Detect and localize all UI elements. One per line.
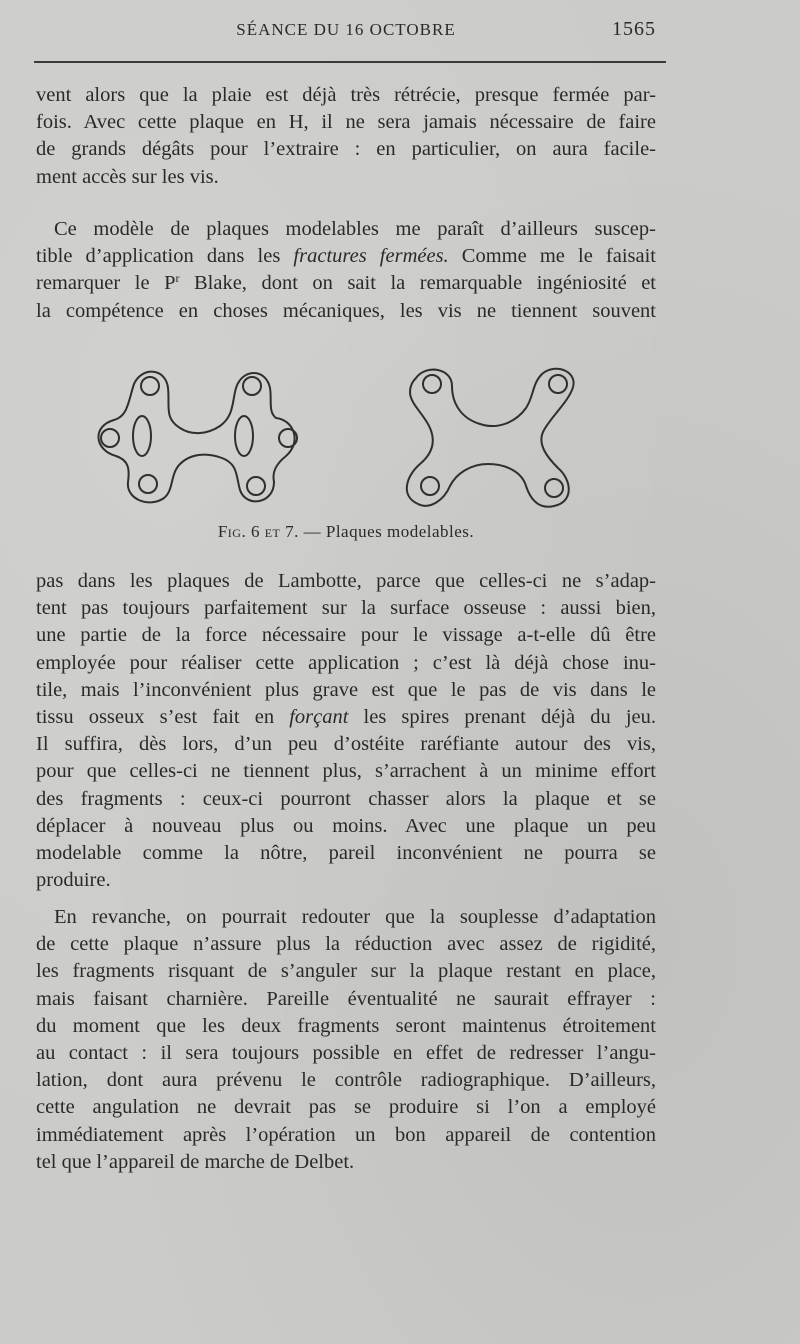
- text-line: tel que l’appareil de marche de Delbet.: [36, 1150, 355, 1173]
- text-line: pour que celles-ci ne tiennent plus, s’arrachent à un minime effort: [36, 760, 656, 783]
- screw-hole: [101, 429, 119, 447]
- text-line: la compétence en choses mécaniques, les vis ne tiennent souvent: [36, 299, 656, 322]
- header-rule: [34, 61, 666, 63]
- page-number: 1565: [612, 18, 656, 40]
- text-line: mais faisant charnière. Pareille éventualité ne saurait effrayer :: [36, 987, 656, 1010]
- text-line: Ce modèle de plaques modelables me paraît d’ailleurs suscep-: [54, 218, 656, 240]
- text-line: fois. Avec cette plaque en H, il ne sera jamais nécessaire de faire: [36, 111, 656, 134]
- text-line: modelable comme la nôtre, pareil inconvénient ne pourra se: [36, 841, 656, 864]
- figure-plates: [80, 360, 580, 520]
- paragraph-plaques: [36, 216, 656, 325]
- plate-illustration: [407, 369, 574, 507]
- text-line: du moment que les deux fragments seront maintenus étroitement: [36, 1014, 656, 1037]
- caption-label: Fig. 6 et 7.: [217, 522, 299, 541]
- caption-text: — Plaques modelables.: [298, 522, 475, 541]
- text-line: pas dans les plaques de Lambotte, parce que celles-ci ne s’adap-: [36, 570, 656, 592]
- running-head: [36, 18, 656, 48]
- figure-caption: [36, 522, 656, 542]
- slot-hole: [235, 416, 253, 456]
- paragraph-revanche: [36, 904, 656, 1176]
- text-line: cette angulation ne devrait pas se produire si l’on a employé: [36, 1096, 656, 1119]
- text-line: une partie de la force nécessaire pour le vissage a-t-elle dû être: [36, 624, 656, 647]
- text-line: de grands dégâts pour l’extraire : en particulier, on aura facile-: [36, 138, 656, 161]
- text-line: immédiatement après l’opération un bon appareil de contention: [36, 1123, 656, 1146]
- text-line: tent pas toujours parfaitement sur la surface osseuse : aussi bien,: [36, 597, 656, 620]
- text-line: tile, mais l’inconvénient plus grave est que le pas de vis dans le: [36, 678, 656, 701]
- text-line: au contact : il sera toujours possible en effet de redresser l’angu-: [36, 1041, 656, 1064]
- screw-hole: [421, 477, 439, 495]
- screw-hole: [139, 475, 157, 493]
- italic-phrase: fractures fermées.: [293, 245, 449, 268]
- screw-hole: [549, 375, 567, 393]
- text-line: produire.: [36, 869, 111, 892]
- text-line: En revanche, on pourrait redouter que la souplesse d’adaptation: [54, 906, 656, 928]
- screw-hole: [545, 479, 563, 497]
- screw-hole: [243, 377, 261, 395]
- text-line: lation, dont aura prévenu le contrôle radiographique. D’ailleurs,: [36, 1069, 656, 1092]
- text-line: tissu osseux s’est fait en forçant les spires prenant déjà du jeu.: [36, 705, 656, 728]
- text-line: tible d’application dans les fractures fermées. Comme me le faisait: [36, 245, 657, 268]
- superscript: r: [175, 271, 180, 286]
- running-title: SÉANCE DU 16 OCTOBRE: [236, 20, 456, 39]
- italic-phrase: forçant: [289, 705, 349, 728]
- text-line: vent alors que la plaie est déjà très rétrécie, presque fermée par-: [36, 84, 656, 106]
- text-line: ment accès sur les vis.: [36, 165, 219, 188]
- paragraph-lambotte: [36, 568, 656, 894]
- screw-hole: [423, 375, 441, 393]
- text-line: de cette plaque n’assure plus la réduction avec assez de rigidité,: [36, 933, 656, 956]
- plate-illustration: [98, 372, 297, 503]
- slot-hole: [133, 416, 151, 456]
- text-line: remarquer le $P^r$ Blake, dont on sait la remarquable ingéniosité et: [36, 271, 656, 295]
- screw-hole: [141, 377, 159, 395]
- screw-hole: [247, 477, 265, 495]
- text-line: déplacer à nouveau plus ou moins. Avec une plaque un peu: [36, 814, 656, 837]
- text-line: des fragments : ceux-ci pourront chasser alors la plaque et se: [36, 787, 656, 810]
- paragraph-continuation: [36, 82, 656, 191]
- text-line: les fragments risquant de s’anguler sur la plaque restant en place,: [36, 960, 656, 983]
- text-line: Il suffira, dès lors, d’un peu d’ostéite raréfiante autour des vis,: [36, 733, 656, 756]
- text-line: employée pour réaliser cette application ; c’est là déjà chose inu-: [36, 651, 656, 674]
